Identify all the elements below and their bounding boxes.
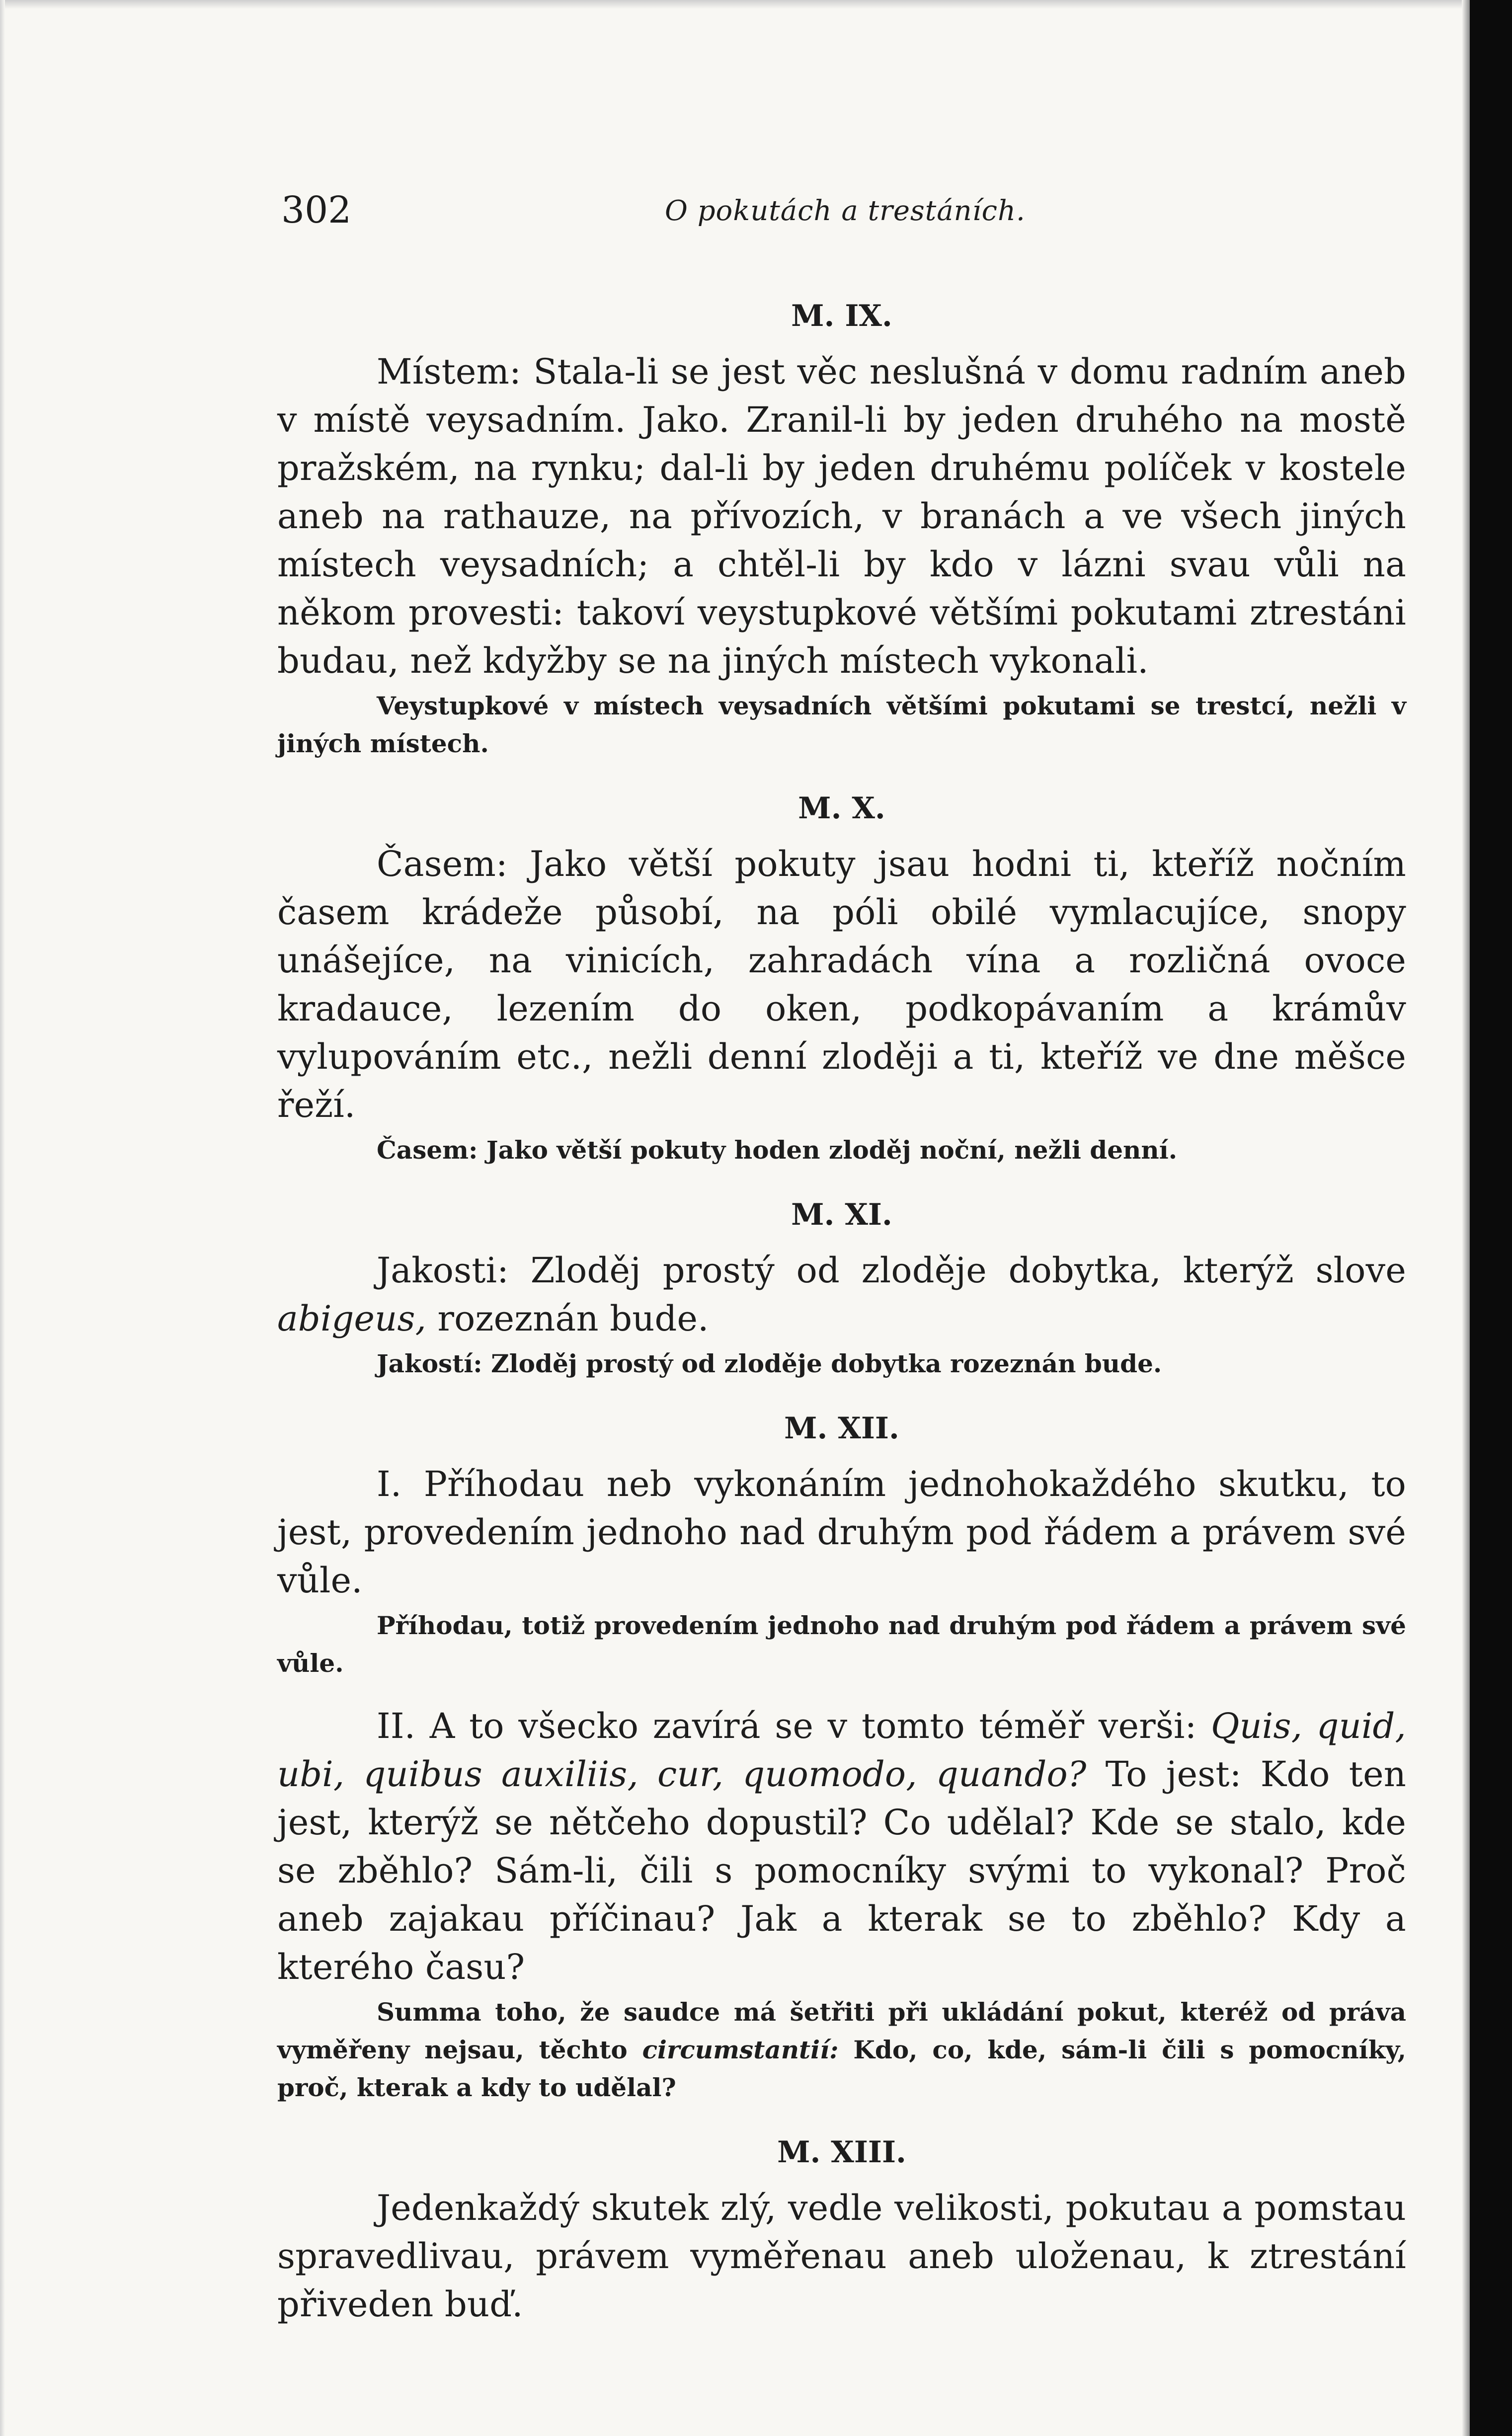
scan-edge-left	[0, 0, 5, 2436]
section-text-xii-2-part1: II. A to všecko zavírá se v tomto téměř verši:	[377, 1706, 1211, 1746]
section-text-xii-2-latin: Quis, quid, ubi, quibus auxiliis, cur, quomodo, quando?	[277, 1706, 1406, 1795]
section-text-xi	[277, 1247, 1406, 1343]
section-text-xii-2-part2: To jest: Kdo ten jest, kterýž se nětčeho dopustil? Co udělal? Kde se stalo, kde se zběhlo? Sám-li, čili s pomocníky svými to vykonal? Proč aneb zajakau příčinau? Jak a kterak se to zběhlo? Kdy a kterého času?	[277, 1754, 1406, 1987]
page-number: 302	[281, 189, 352, 232]
section-gloss-xii-2-part1: Summa toho, že saudce má šetřiti při ukládání pokut, kteréž od práva vyměřeny nejsau, těchto	[277, 1997, 1406, 2064]
section-gloss-xi: Jakostí: Zloděj prostý od zloděje dobytka rozeznán bude.	[377, 1349, 1162, 1378]
scan-edge-right	[1470, 0, 1512, 2436]
section-gloss-xii-2-part2: Kdo, co, kde, sám-li čili s pomocníky, proč, kterak a kdy to udělal?	[277, 2035, 1406, 2102]
section-gloss-xii-2	[277, 1993, 1406, 2107]
scan-edge-shadow	[1462, 0, 1470, 2436]
section-heading-xiii: M. XIII.	[777, 2135, 906, 2170]
section-heading-ix: M. IX.	[791, 299, 892, 333]
section-gloss-ix: Veystupkové v místech veysadních většími pokutami se trestcí, nežli v jiných místech.	[277, 691, 1406, 758]
section-text-xi-part1: Jakosti: Zloděj prostý od zloděje dobytka, kterýž slove	[377, 1250, 1406, 1291]
section-text-xii-2	[277, 1702, 1406, 1991]
section-gloss-xii-1: Příhodau, totiž provedením jednoho nad druhým pod řádem a právem své vůle.	[277, 1611, 1406, 1678]
scan-edge-top	[0, 0, 1512, 9]
section-text-ix: Místem: Stala-li se jest věc neslušná v domu radním aneb v místě veysadním. Jako. Zranil-li by jeden druhého na mostě pražském, na rynku; dal-li by jeden druhému políček v kostele aneb na rathauze, na přívozích, v branách a ve všech jiných místech veysadních; a chtěl-li by kdo v lázni svau vůli na někom provesti: takoví veystupkové většími pokutami ztrestáni budau, než kdyžby se na jiných místech vykonali.	[277, 351, 1406, 681]
book-page	[277, 189, 1406, 2329]
section-text-x: Časem: Jako větší pokuty jsau hodni ti, kteříž nočním časem krádeže působí, na póli obilé vymlacujíce, snopy unášejíce, na vinicích, zahradách vína a rozličná ovoce kradauce, lezením do oken, podkopávaním a krámův vylupováním etc., nežli denní zloději a ti, kteříž ve dne měšce řeží.	[277, 844, 1406, 1125]
running-head	[277, 189, 1406, 238]
section-text-xii-1: I. Příhodau neb vykonáním jednohokaždého skutku, to jest, provedením jednoho nad druhým pod řádem a právem své vůle.	[277, 1464, 1406, 1601]
section-gloss-x: Časem: Jako větší pokuty hoden zloděj noční, nežli denní.	[377, 1135, 1178, 1165]
section-heading-x: M. X.	[798, 791, 885, 826]
section-heading-xii: M. XII.	[784, 1411, 899, 1446]
section-text-xiii: Jedenkaždý skutek zlý, vedle velikosti, pokutau a pomstau spravedlivau, právem vyměřenau aneb uloženau, k ztrestání přiveden buď.	[277, 2188, 1406, 2325]
spacer	[277, 1682, 1406, 1702]
section-text-xi-latin: abigeus,	[277, 1298, 427, 1339]
section-heading-xi: M. XI.	[791, 1197, 892, 1232]
section-gloss-xii-2-latin: circumstantií:	[642, 2035, 839, 2064]
section-text-xi-part2: rozeznán bude.	[426, 1298, 709, 1339]
running-title: O pokutách a trestáních.	[665, 195, 1026, 227]
